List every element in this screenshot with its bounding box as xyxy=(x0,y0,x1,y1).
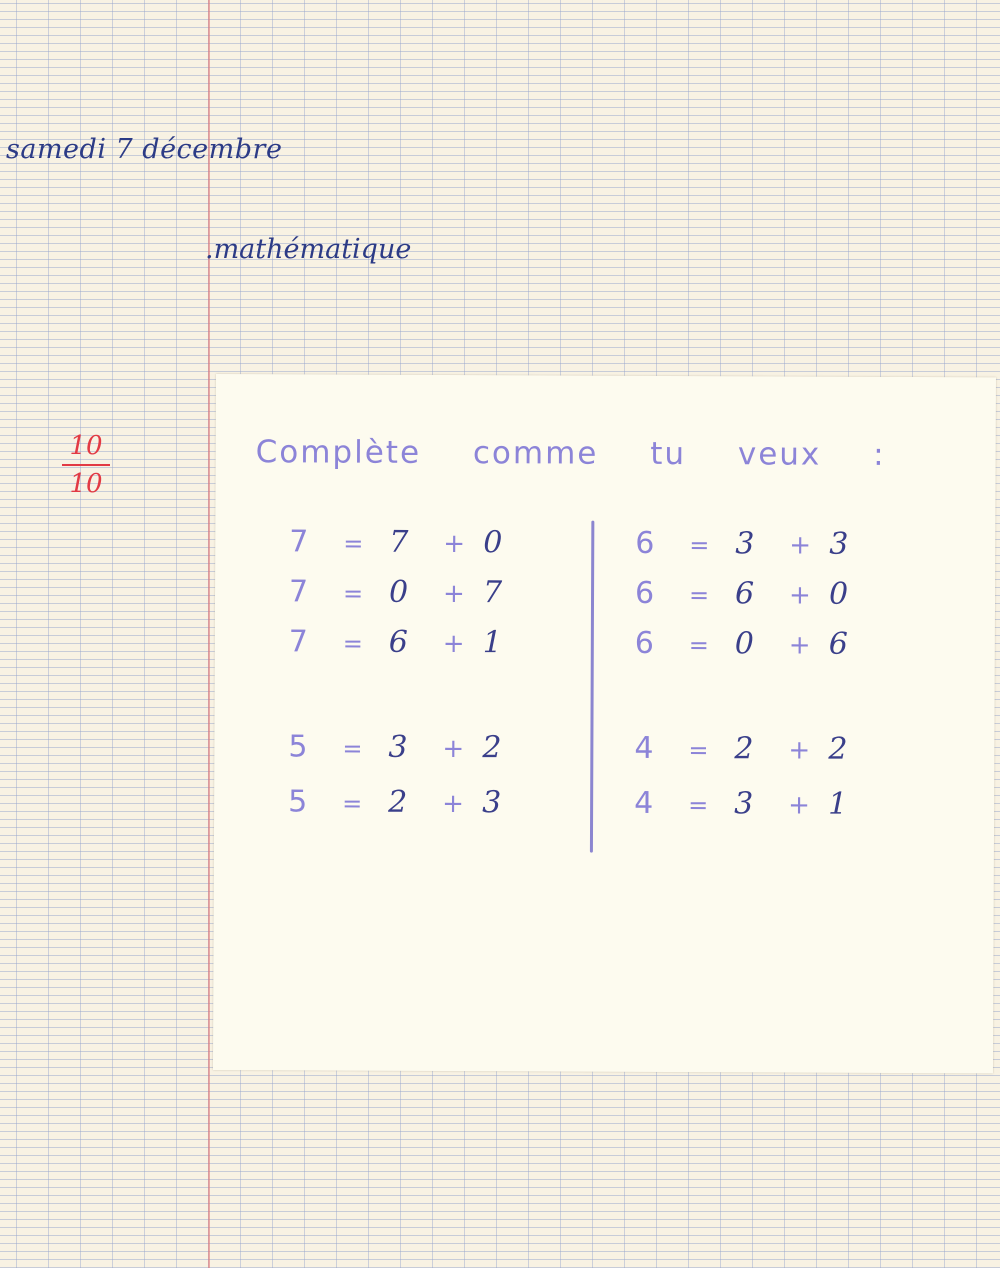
equals-sign: = xyxy=(688,581,710,610)
answer-second: 0 xyxy=(483,525,503,561)
answer-second: 2 xyxy=(482,730,502,766)
equation-row xyxy=(289,524,537,571)
equation-row xyxy=(288,729,536,776)
answer-first: 3 xyxy=(735,526,755,562)
plus-sign: + xyxy=(788,790,810,821)
equation-row xyxy=(288,784,536,831)
equation-row xyxy=(289,624,537,671)
equals-sign: = xyxy=(343,529,364,558)
grade-denominator: 10 xyxy=(69,469,103,499)
equals-sign: = xyxy=(342,579,364,608)
equation-row xyxy=(289,574,537,621)
equation-row xyxy=(635,626,883,673)
plus-sign: + xyxy=(789,530,812,561)
answer-second: 2 xyxy=(828,731,848,767)
column-divider xyxy=(590,521,594,853)
plus-sign: + xyxy=(442,628,465,660)
exercise-sheet xyxy=(213,374,996,1073)
exercise-instruction: Complète comme tu veux : xyxy=(255,434,886,473)
subject-title: .mathématique xyxy=(205,234,412,265)
answer-second: 3 xyxy=(829,526,849,562)
equals-sign: = xyxy=(688,791,709,820)
answer-first: 6 xyxy=(388,624,409,660)
equation-row xyxy=(634,786,882,833)
equation-total: 7 xyxy=(289,524,309,560)
equals-sign: = xyxy=(342,629,363,658)
answer-first: 2 xyxy=(734,731,754,767)
grade-mark xyxy=(58,430,114,500)
plus-sign: + xyxy=(442,578,465,610)
equals-sign: = xyxy=(342,734,363,763)
equals-sign: = xyxy=(342,789,363,818)
answer-first: 2 xyxy=(388,784,408,820)
plus-sign: + xyxy=(788,630,811,661)
answer-first: 6 xyxy=(734,576,755,612)
answer-second: 7 xyxy=(482,575,503,611)
equation-total: 6 xyxy=(634,575,655,611)
plus-sign: + xyxy=(788,735,811,766)
equation-total: 6 xyxy=(634,625,654,661)
equation-total: 5 xyxy=(288,729,308,765)
answer-second: 6 xyxy=(828,626,848,662)
equation-total: 4 xyxy=(634,730,654,766)
plus-sign: + xyxy=(442,788,464,820)
equation-total: 7 xyxy=(288,624,309,660)
answer-first: 7 xyxy=(389,524,409,560)
equation-row xyxy=(635,576,883,623)
equation-row xyxy=(634,731,882,778)
answer-second: 3 xyxy=(482,785,502,821)
grade-numerator: 10 xyxy=(69,431,103,461)
answer-first: 0 xyxy=(388,574,409,610)
plus-sign: + xyxy=(442,733,465,765)
equals-sign: = xyxy=(688,631,709,660)
grade-fraction-bar xyxy=(62,464,110,466)
date-heading: samedi 7 décembre xyxy=(6,134,283,165)
answer-second: 1 xyxy=(482,625,503,661)
answer-first: 3 xyxy=(734,786,754,822)
equation-total: 5 xyxy=(288,784,308,820)
equation-total: 4 xyxy=(634,785,654,821)
plus-sign: + xyxy=(443,528,466,560)
equation-total: 7 xyxy=(288,574,309,610)
equals-sign: = xyxy=(689,531,710,560)
margin-line xyxy=(208,0,210,1268)
answer-first: 3 xyxy=(388,729,408,765)
plus-sign: + xyxy=(788,580,811,611)
equation-row xyxy=(635,526,883,573)
answer-second: 0 xyxy=(828,576,849,612)
equals-sign: = xyxy=(688,736,709,765)
answer-first: 0 xyxy=(734,626,754,662)
answer-second: 1 xyxy=(828,786,848,822)
equation-total: 6 xyxy=(635,525,655,561)
